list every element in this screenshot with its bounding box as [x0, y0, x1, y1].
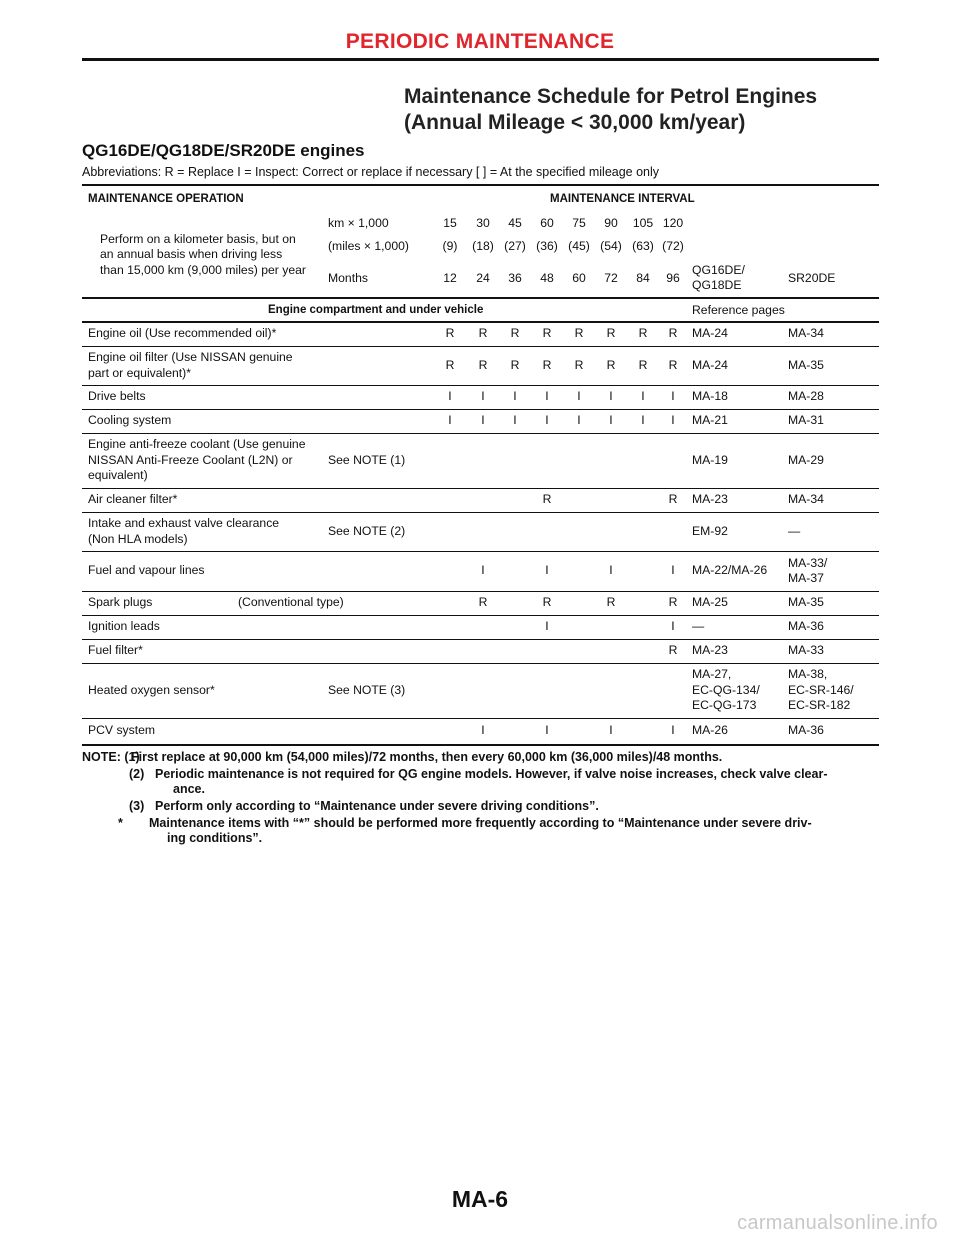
page-title — [404, 84, 924, 136]
section-header: PERIODIC MAINTENANCE — [345, 30, 615, 53]
ref-qg: MA-24 — [692, 357, 728, 372]
section-label: Engine compartment and under vehicle — [268, 304, 484, 316]
km-value: 45 — [508, 216, 522, 230]
km-value: 90 — [604, 216, 618, 230]
interval-cell: I — [545, 723, 549, 738]
ref-sr: EC-SR-146/ — [788, 682, 854, 697]
row-divider — [82, 615, 879, 616]
note-item — [82, 799, 882, 814]
row-divider — [82, 663, 879, 664]
month-value: 24 — [476, 271, 490, 285]
row-divider — [82, 512, 879, 513]
interval-cell: R — [668, 595, 678, 610]
note-text: ance. — [173, 782, 205, 796]
ref-qg: MA-23 — [692, 643, 728, 658]
interval-cell: I — [609, 413, 613, 428]
note-text: ing conditions”. — [167, 831, 263, 845]
interval-cell: I — [545, 413, 549, 428]
interval-cell: R — [542, 595, 552, 610]
interval-header: MAINTENANCE INTERVAL — [550, 193, 695, 205]
interval-cell: R — [606, 595, 616, 610]
ref-sr: MA-33/ — [788, 555, 828, 570]
km-value: 60 — [540, 216, 554, 230]
page-number: MA-6 — [451, 1186, 509, 1212]
row-name: Heated oxygen sensor* — [88, 682, 215, 697]
interval-cell: R — [478, 595, 488, 610]
row-note: See NOTE (2) — [328, 523, 406, 538]
ref-sr: MA-37 — [788, 571, 824, 585]
row-note: See NOTE (3) — [328, 682, 406, 697]
ref-sr: MA-34 — [788, 492, 824, 507]
ref-qg: MA-27, — [692, 667, 732, 682]
row-name: Cooling system — [88, 413, 172, 428]
km-label: km × 1,000 — [328, 216, 389, 230]
table-top-rule — [82, 184, 879, 186]
ref-qg: MA-18 — [692, 389, 728, 404]
interval-cell: R — [668, 357, 678, 372]
row-divider — [82, 385, 879, 386]
interval-cell: R — [668, 643, 678, 658]
interval-cell: R — [638, 357, 648, 372]
mile-value: (45) — [568, 239, 590, 253]
month-value: 84 — [636, 271, 650, 285]
interval-cell: R — [510, 325, 520, 340]
ref-qg: MA-25 — [692, 595, 728, 610]
row-divider — [82, 433, 879, 434]
month-value: 36 — [508, 271, 522, 285]
interval-cell: I — [481, 563, 485, 578]
month-value: 72 — [604, 271, 618, 285]
ref-sr: MA-34 — [788, 325, 824, 340]
interval-cell: I — [671, 563, 675, 578]
interval-cell: I — [609, 563, 613, 578]
operation-header: MAINTENANCE OPERATION — [88, 193, 244, 205]
note-label: (2) — [129, 767, 145, 781]
row-divider — [82, 744, 879, 746]
mile-value: (9) — [442, 239, 458, 253]
interval-cell: I — [448, 413, 452, 428]
km-value: 75 — [572, 216, 586, 230]
page-title-line-1: Maintenance Schedule for Petrol Engines — [404, 85, 818, 108]
ref-qg: EM-92 — [692, 523, 728, 538]
mile-value: (36) — [536, 239, 558, 253]
ref-sr: MA-29 — [788, 452, 824, 467]
row-name: Spark plugs — [88, 595, 153, 610]
row-name: Fuel and vapour lines — [88, 563, 205, 578]
note-text: Perform only according to “Maintenance under severe driving conditions”. — [155, 799, 599, 813]
interval-cell: R — [668, 492, 678, 507]
interval-cell: R — [574, 325, 584, 340]
interval-cell: I — [671, 413, 675, 428]
ref-sr: MA-35 — [788, 595, 824, 610]
mile-value: (18) — [472, 239, 494, 253]
interval-cell: I — [545, 563, 549, 578]
month-value: 12 — [443, 271, 457, 285]
note-item — [82, 816, 882, 846]
row-name: NISSAN Anti-Freeze Coolant (L2N) or — [88, 452, 293, 467]
interval-cell: I — [545, 619, 549, 634]
interval-cell: I — [671, 619, 675, 634]
interval-cell: I — [448, 389, 452, 404]
note-text: Maintenance items with “*” should be performed more frequently according to “Maintenance under severe driv- — [149, 816, 812, 830]
interval-cell: I — [481, 389, 485, 404]
interval-cell: I — [481, 723, 485, 738]
ref-sr: MA-35 — [788, 357, 824, 372]
interval-cell: I — [481, 413, 485, 428]
notes-section — [82, 750, 882, 848]
mile-value: (54) — [600, 239, 622, 253]
ref-sr: MA-31 — [788, 413, 824, 428]
interval-cell: R — [606, 325, 616, 340]
basis-note: than 15,000 km (9,000 miles) per year — [100, 262, 306, 277]
row-divider — [82, 409, 879, 410]
interval-cell: R — [478, 325, 488, 340]
mile-value: (63) — [632, 239, 654, 253]
header-rule — [82, 58, 879, 61]
interval-cell: R — [574, 357, 584, 372]
ref-qg: MA-24 — [692, 325, 728, 340]
interval-cell: I — [577, 389, 581, 404]
month-value: 60 — [572, 271, 586, 285]
reference-label: Reference pages — [692, 303, 785, 317]
row-name: Fuel filter* — [88, 643, 143, 658]
row-name: Engine anti-freeze coolant (Use genuine — [88, 437, 306, 452]
interval-cell: R — [606, 357, 616, 372]
note-text: Periodic maintenance is not required for QG engine models. However, if valve noise increases, check valve clear- — [155, 767, 828, 781]
interval-cell: I — [609, 389, 613, 404]
note-item — [82, 750, 882, 765]
interval-cell: I — [513, 413, 517, 428]
engine-col-sr: SR20DE — [788, 271, 836, 285]
ref-sr: MA-36 — [788, 619, 824, 634]
abbreviations-line: Abbreviations: R = Replace I = Inspect: Correct or replace if necessary [ ] = At the specified mileage only — [82, 165, 660, 179]
mile-value: (72) — [662, 239, 684, 253]
months-label: Months — [328, 271, 368, 285]
km-value: 15 — [443, 216, 457, 230]
row-name: equivalent) — [88, 468, 148, 483]
row-divider — [82, 488, 879, 489]
interval-cell: I — [513, 389, 517, 404]
note-label: NOTE: (1) — [82, 750, 140, 764]
interval-cell: I — [671, 389, 675, 404]
interval-cell: I — [577, 413, 581, 428]
interval-cell: I — [671, 723, 675, 738]
watermark: carmanualsonline.info — [737, 1212, 938, 1234]
row-name: PCV system — [88, 723, 156, 738]
interval-cell: R — [445, 357, 455, 372]
ref-qg: EC-QG-173 — [692, 698, 757, 713]
note-item — [82, 767, 882, 797]
ref-qg: MA-26 — [692, 723, 728, 738]
ref-sr: EC-SR-182 — [788, 698, 851, 713]
row-note: See NOTE (1) — [328, 452, 406, 467]
basis-note: Perform on a kilometer basis, but on — [100, 231, 296, 246]
row-name: Engine oil (Use recommended oil)* — [88, 325, 277, 340]
row-name: Air cleaner filter* — [88, 492, 178, 507]
interval-cell: I — [609, 723, 613, 738]
engine-col-qg: QG18DE — [692, 278, 742, 292]
ref-sr: — — [788, 523, 801, 538]
interval-cell: R — [668, 325, 678, 340]
row-name: Intake and exhaust valve clearance — [88, 516, 280, 530]
km-value: 120 — [662, 216, 684, 230]
ref-qg: MA-19 — [692, 452, 728, 467]
interval-cell: R — [542, 325, 552, 340]
row-divider — [82, 639, 879, 640]
month-value: 48 — [540, 271, 554, 285]
interval-cell: R — [638, 325, 648, 340]
row-name: Ignition leads — [88, 619, 160, 634]
ref-qg: — — [692, 619, 705, 634]
engine-col-qg: QG16DE/ — [692, 262, 745, 277]
ref-qg: MA-23 — [692, 492, 728, 507]
interval-cell: I — [641, 413, 645, 428]
note-text: First replace at 90,000 km (54,000 miles)/72 months, then every 60,000 km (36,000 miles)/48 months. — [131, 750, 723, 764]
basis-note: an annual basis when driving less — [100, 247, 283, 262]
row-divider — [82, 718, 879, 719]
ref-qg: MA-21 — [692, 413, 728, 428]
interval-cell: R — [445, 325, 455, 340]
mile-value: (27) — [504, 239, 526, 253]
row-divider — [82, 551, 879, 552]
interval-cell: R — [510, 357, 520, 372]
header-bottom-rule — [82, 297, 879, 299]
row-divider — [82, 346, 879, 347]
interval-cell: R — [478, 357, 488, 372]
ref-qg: EC-QG-134/ — [692, 682, 760, 697]
section-rule — [82, 321, 879, 323]
row-name: Engine oil filter (Use NISSAN genuine — [88, 350, 293, 364]
km-value: 30 — [476, 216, 490, 230]
ref-sr: MA-28 — [788, 389, 824, 404]
km-value: 105 — [632, 216, 654, 230]
month-value: 96 — [666, 271, 680, 285]
interval-cell: I — [641, 389, 645, 404]
note-label: * — [118, 816, 123, 830]
engines-subtitle: QG16DE/QG18DE/SR20DE engines — [82, 141, 365, 160]
miles-label: (miles × 1,000) — [328, 239, 409, 253]
ref-sr: MA-36 — [788, 723, 824, 738]
ref-qg: MA-22/MA-26 — [692, 563, 768, 578]
interval-cell: R — [542, 357, 552, 372]
interval-cell: R — [542, 492, 552, 507]
ref-sr: MA-38, — [788, 667, 828, 682]
row-divider — [82, 591, 879, 592]
note-label: (3) — [129, 799, 145, 813]
ref-sr: MA-33 — [788, 643, 824, 658]
page-title-line-2: (Annual Mileage < 30,000 km/year) — [404, 111, 746, 134]
row-name: part or equivalent)* — [88, 365, 191, 380]
row-name: Drive belts — [88, 389, 146, 404]
row-name: (Non HLA models) — [88, 531, 188, 546]
row-note: (Conventional type) — [238, 595, 344, 610]
interval-cell: I — [545, 389, 549, 404]
